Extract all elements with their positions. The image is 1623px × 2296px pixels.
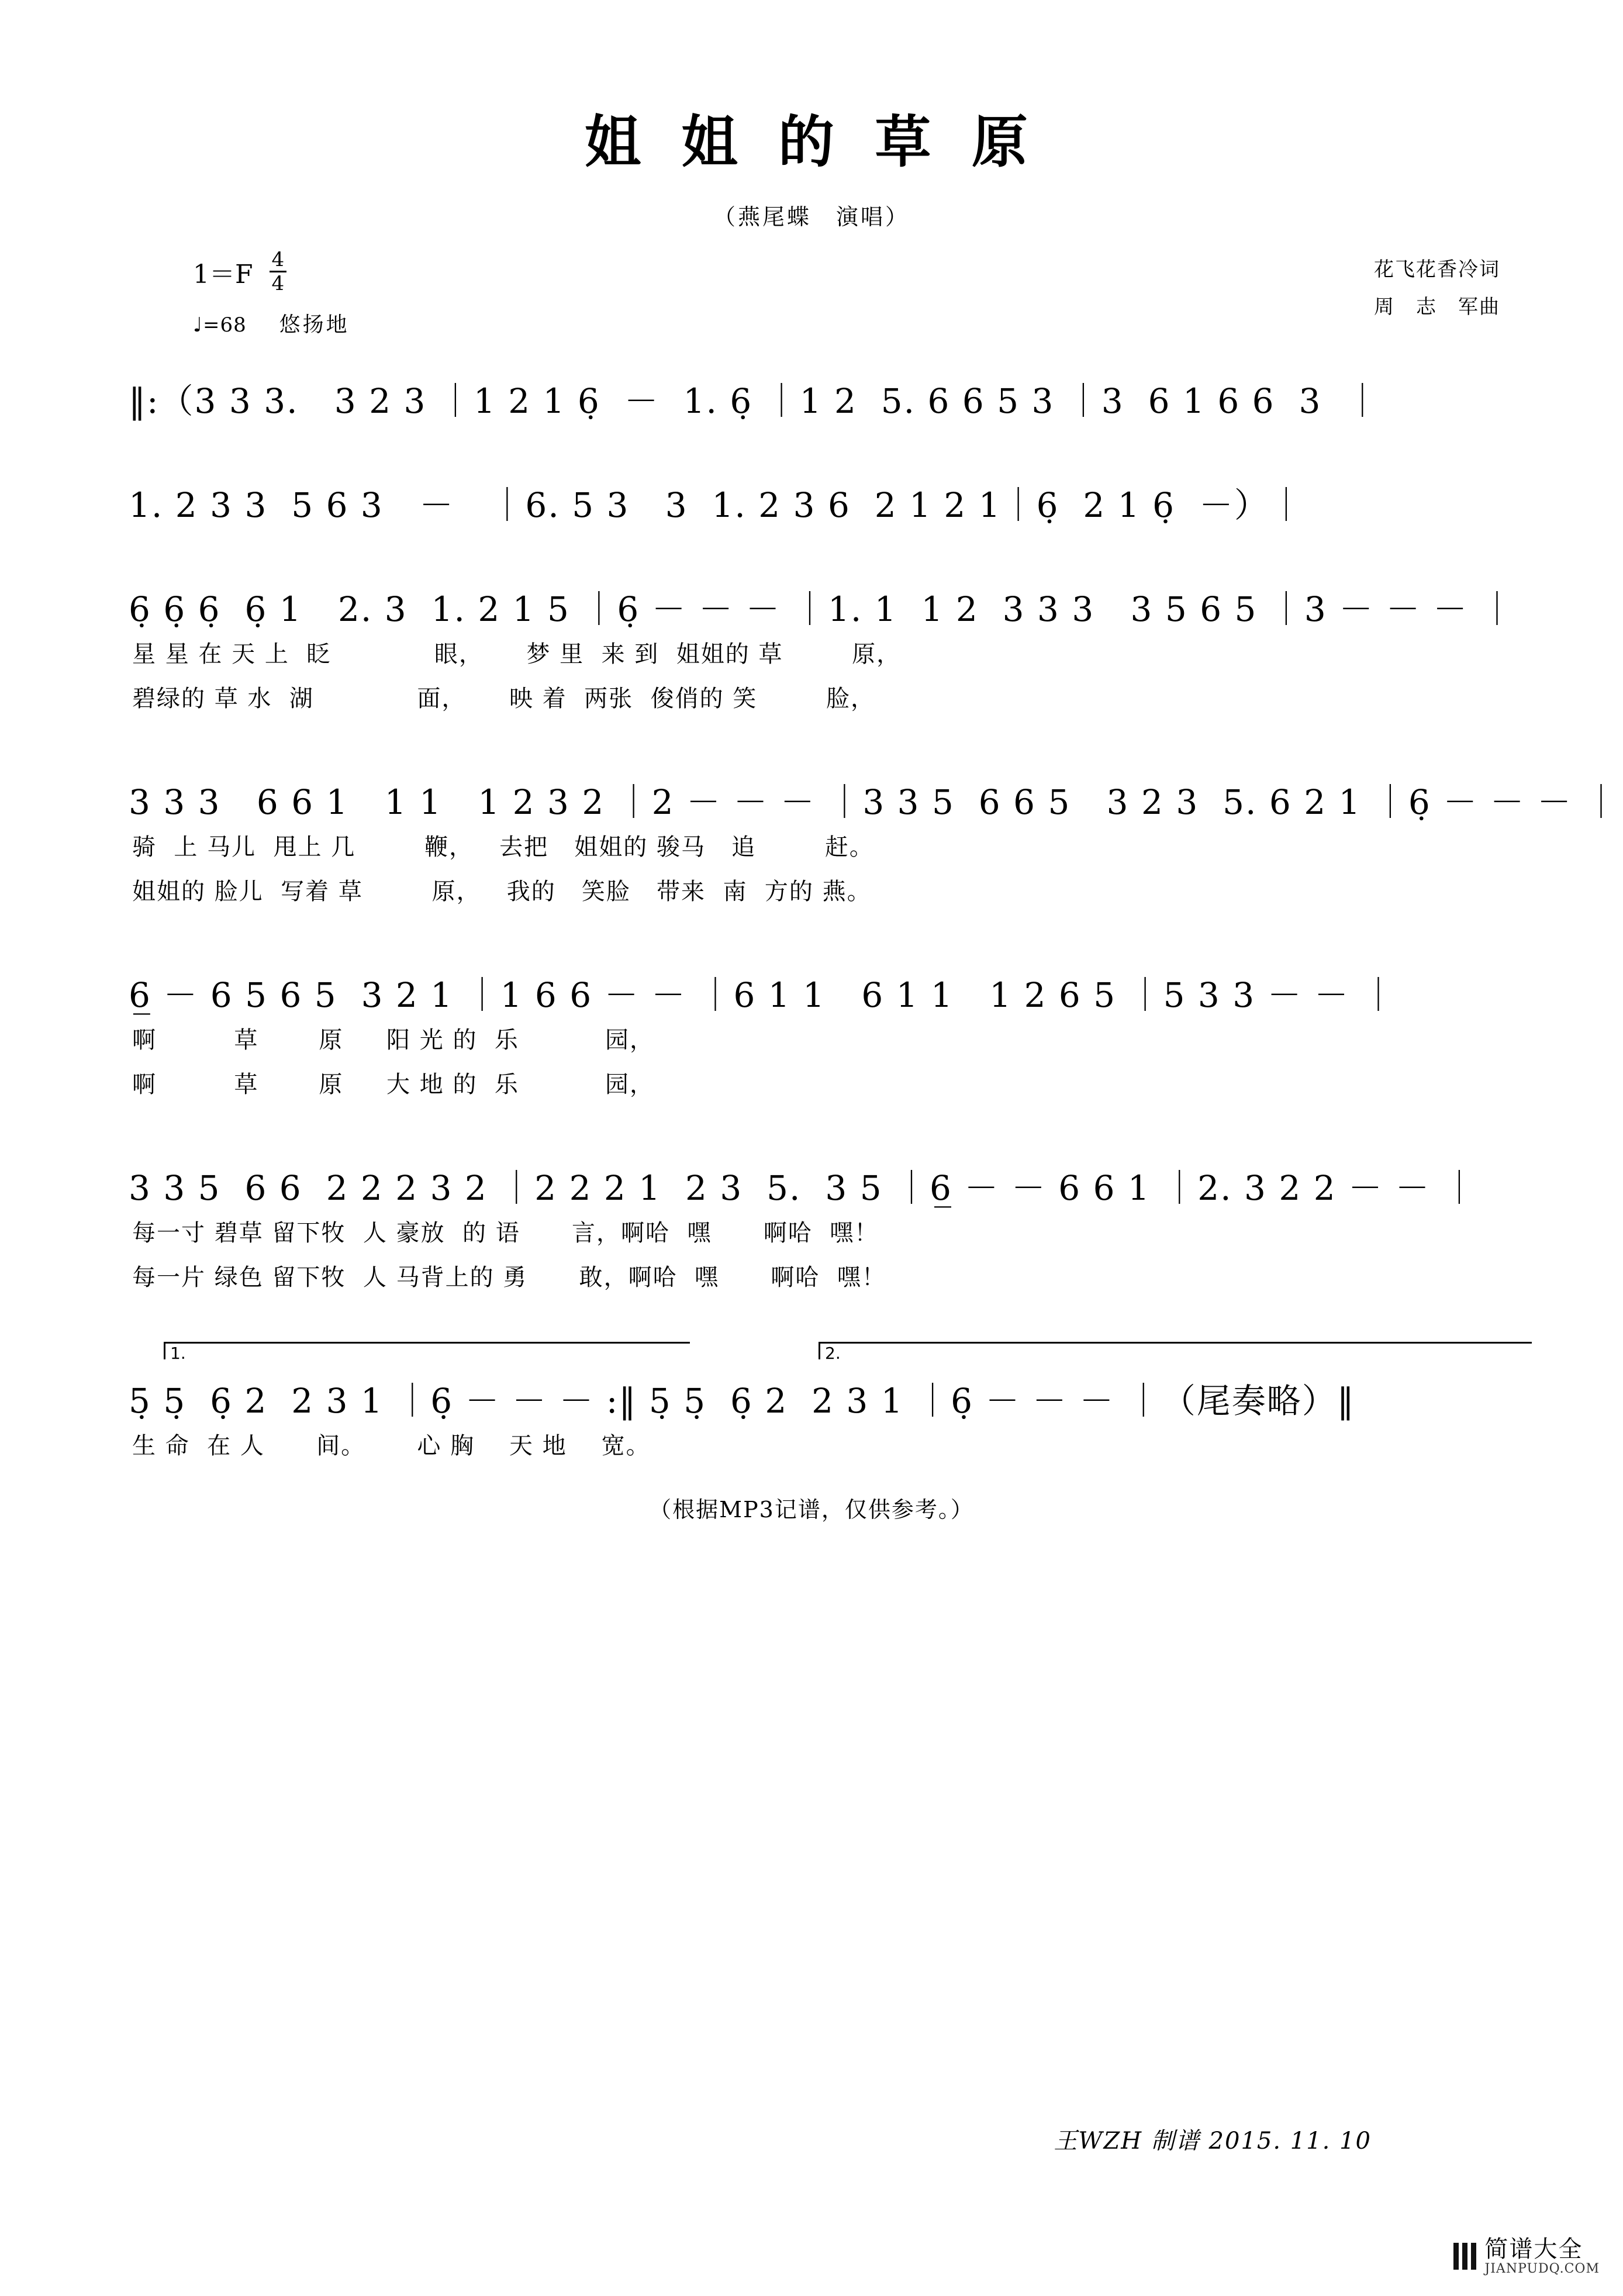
watermark-text [1484,2236,1600,2276]
music-system-6 [105,1149,1518,1300]
page-title: 姐 姐 的 草 原 [585,109,1038,175]
notation-line: 3 3 3 6 6 1 1 1 1 2 3 2 ｜2 － － － ｜3 3 5 6 6 5 3 2 3 5. 6 2 1 ｜6̣ － － － ｜ [129,782,1619,822]
notation-line: 6̲ － 6 5 6 5 3 2 1 ｜1 6 6 － － ｜6 1 1 6 1 1 1 2 6 5 ｜5 3 3 － － ｜ [129,975,1397,1015]
music-system-1 [105,362,1518,424]
mood-marking: 悠扬地 [279,312,350,337]
system-spacer [105,1107,1518,1149]
volta-2-bracket: 2. [819,1342,1532,1359]
score-metadata [105,245,1518,362]
watermark-name: 简谱大全 [1484,2235,1583,2263]
tempo-marking [193,308,350,338]
time-signature [270,247,287,295]
tempo-value: ♩=68 [193,313,247,337]
lyric-verse-1: 星 星 在 天 上 眨 眼， 梦 里 来 到 姐姐的 草 原， [132,640,902,668]
lyric-verse-1: 骑 上 马儿 甩上 几 鞭， 去把 姐姐的 骏马 追 赶。 [132,833,874,861]
music-system-2 [105,466,1518,528]
system-spacer [105,721,1518,763]
system-spacer [105,424,1518,466]
music-system-3 [105,570,1518,721]
volta-1-bracket: 1. [164,1342,690,1359]
transcriber-signature: 王WZH 制谱 2015. 11. 10 [1054,2128,1372,2155]
music-bars-icon [1453,2243,1476,2270]
music-system-7 [105,1342,1518,1468]
system-spacer [105,1300,1518,1342]
notation-line: ‖:（3 3 3. 3 2 3 ｜1 2 1 6̣ － 1. 6̣ ｜1 2 5. 6 6 5 3 ｜3 6 1 6 6 3 ｜ [129,381,1381,421]
lyric-verse-2: 碧绿的 草 水 湖 面， 映 着 两张 俊俏的 笑 脸， [132,685,876,712]
time-signature-denominator: 4 [271,271,285,295]
lyric-verse-1: 生 命 在 人 间。 心 胸 天 地 宽。 [132,1432,651,1459]
notation-line: 1. 2 3 3 5 6 3 － ｜6. 5 3 3 1. 2 3 6 2 1 2 1｜6̣ 2 1 6̣ －）｜ [129,485,1304,525]
music-system-5 [105,956,1518,1107]
system-spacer [105,914,1518,956]
lyricist-credit: 花飞花香冷词 [1374,257,1500,281]
key-label: 1＝F [193,259,253,289]
lyric-verse-2: 啊 草 原 大 地 的 乐 园， [132,1071,655,1098]
lyric-verse-2: 姐姐的 脸儿 写着 草 原， 我的 笑脸 带来 南 方的 燕。 [132,878,872,905]
time-signature-numerator: 4 [270,250,287,272]
composer-credit: 周 志 军曲 [1374,295,1500,319]
lyric-verse-1: 啊 草 原 阳 光 的 乐 园， [132,1026,655,1054]
watermark-site: JIANPUDQ.COM [1484,2261,1600,2276]
notation-line: 6̣ 6̣ 6̣ 6̣ 1 2. 3 1. 2 1 5 ｜6̣ － － － ｜1. 1 1 2 3 3 3 3 5 6 5 ｜3 － － － ｜ [129,589,1515,629]
notation-line: 5̣ 5̣ 6̣ 2 2 3 1 ｜6̣ － － － :‖ 5̣ 5̣ 6̣ 2 2 3 1 ｜6̣ － － － ｜（尾奏略）‖ [129,1380,1355,1421]
system-spacer [105,528,1518,570]
volta-brackets [129,1342,1518,1362]
source-note: （根据MP3记谱，仅供参考。） [649,1496,974,1522]
performer-subtitle: （燕尾蝶 演唱） [713,203,910,230]
lyric-verse-2: 每一片 绿色 留下牧 人 马背上的 勇 敢，啊哈 嘿 啊哈 嘿！ [132,1263,886,1291]
site-watermark [1453,2236,1600,2276]
notation-line: 3 3 5 6 6 2 2 2 3 2 ｜2 2 2 1 2 3 5. 3 5 ｜6̲ － － 6 6 1 ｜2. 3 2 2 － － ｜ [129,1168,1477,1208]
key-signature [193,247,286,297]
music-system-4 [105,763,1619,914]
lyric-verse-1: 每一寸 碧草 留下牧 人 豪放 的 语 言，啊哈 嘿 啊哈 嘿！ [132,1219,879,1247]
credits [1374,251,1500,326]
